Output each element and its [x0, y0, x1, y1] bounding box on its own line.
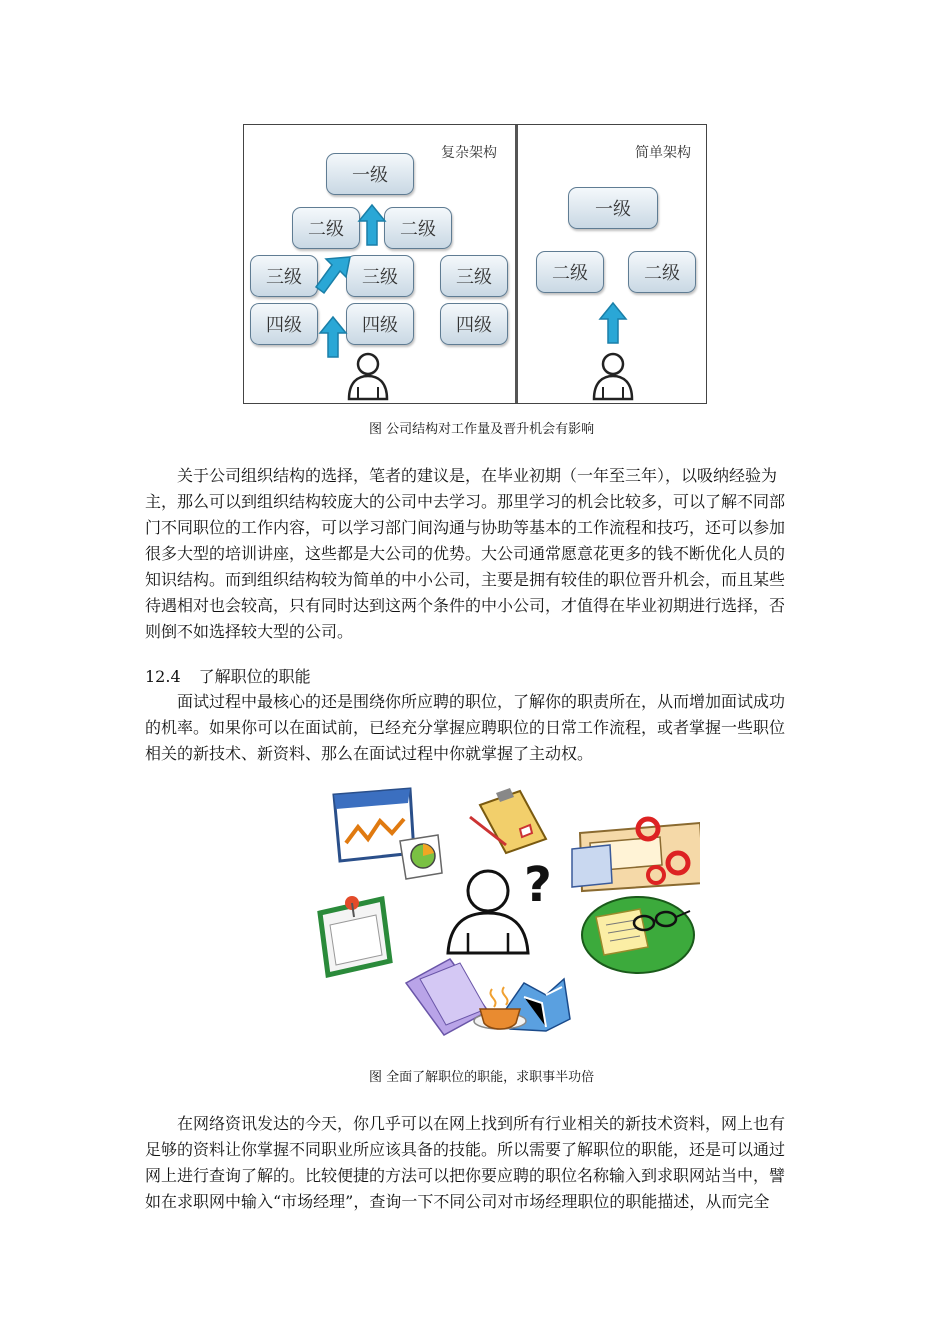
text-line: 主，那么可以到组织结构较庞大的公司中去学习。那里学习的机会比较多，可以了解不同部	[145, 492, 786, 511]
paragraph-job-function	[145, 689, 807, 767]
panel-divider	[515, 125, 518, 403]
org-structure-figure	[243, 124, 707, 404]
simple-level2-box: 二级	[628, 251, 696, 293]
section-title: 了解职位的职能	[198, 667, 311, 686]
text-line: 相关的新技术、新资料、那么在面试过程中你就掌握了主动权。	[145, 744, 594, 763]
simple-structure-label: 简单架构	[635, 145, 691, 161]
section-number: 12.4	[145, 667, 181, 686]
complex-level4-box: 四级	[346, 303, 414, 345]
text-line: 待遇相对也会较高，只有同时达到这两个条件的中小公司，才值得在毕业初期进行选择，否	[145, 596, 786, 615]
job-function-illustration	[310, 783, 700, 1043]
text-line: 网上进行查询了解的。比较便捷的方法可以把你要应聘的职位名称输入到求职网站当中，譬	[145, 1166, 786, 1185]
person-icon	[343, 351, 393, 401]
text-line: 门不同职位的工作内容，可以学习部门间沟通与协助等基本的工作流程和技巧，还可以参加	[145, 518, 786, 537]
paragraph-online-research	[145, 1111, 807, 1215]
up-arrow-icon	[357, 203, 387, 247]
person-icon	[588, 351, 638, 401]
complex-level1-box: 一级	[326, 153, 414, 195]
chart-board-icon	[334, 789, 442, 879]
text-line: 的机率。如果你可以在面试前，已经充分掌握应聘职位的日常工作流程，或者掌握一些职位	[145, 718, 786, 737]
complex-level2-box: 二级	[292, 207, 360, 249]
folder-icon	[572, 819, 700, 891]
complex-structure-label: 复杂架构	[441, 145, 497, 161]
complex-level2-box: 二级	[384, 207, 452, 249]
text-line: 在网络资讯发达的今天，你几乎可以在网上找到所有行业相关的新技术资料，网上也有	[177, 1114, 786, 1133]
person-question-icon	[448, 857, 552, 953]
text-line: 如在求职网中输入“市场经理”，查询一下不同公司对市场经理职位的职能描述，从而完全	[145, 1192, 770, 1211]
section-heading	[145, 664, 311, 690]
complex-level3-box: 三级	[250, 255, 318, 297]
simple-level2-box: 二级	[536, 251, 604, 293]
bulletin-note-icon	[320, 896, 390, 975]
text-line: 足够的资料让你掌握不同职业所应该具备的技能。所以需要了解职位的职能，还是可以通过	[145, 1140, 786, 1159]
coffee-book-icon	[406, 959, 570, 1035]
figure1-caption: 图 公司结构对工作量及晋升机会有影响	[369, 422, 595, 437]
svg-text:?: ?	[524, 857, 552, 913]
text-line: 面试过程中最核心的还是围绕你所应聘的职位，了解你的职责所在，从而增加面试成功	[177, 692, 786, 711]
paragraph-org-structure	[145, 463, 807, 645]
figure2-caption: 图 全面了解职位的职能，求职事半功倍	[369, 1070, 595, 1085]
complex-level3-box: 三级	[440, 255, 508, 297]
text-line: 则倒不如选择较大型的公司。	[145, 622, 354, 641]
clipboard-icon	[470, 788, 546, 853]
diagonal-arrow-icon	[314, 253, 354, 297]
complex-level4-box: 四级	[250, 303, 318, 345]
text-line: 很多大型的培训讲座，这些都是大公司的优势。大公司通常愿意花更多的钱不断优化人员的	[145, 544, 786, 563]
text-line: 关于公司组织结构的选择，笔者的建议是，在毕业初期（一年至三年），以吸纳经验为	[177, 466, 778, 485]
complex-level4-box: 四级	[440, 303, 508, 345]
simple-level1-box: 一级	[568, 187, 658, 229]
text-line: 知识结构。而到组织结构较为简单的中小公司，主要是拥有较佳的职位晋升机会，而且某些	[145, 570, 786, 589]
desk-glasses-icon	[582, 897, 694, 973]
complex-level3-box: 三级	[346, 255, 414, 297]
up-arrow-icon	[598, 301, 628, 345]
